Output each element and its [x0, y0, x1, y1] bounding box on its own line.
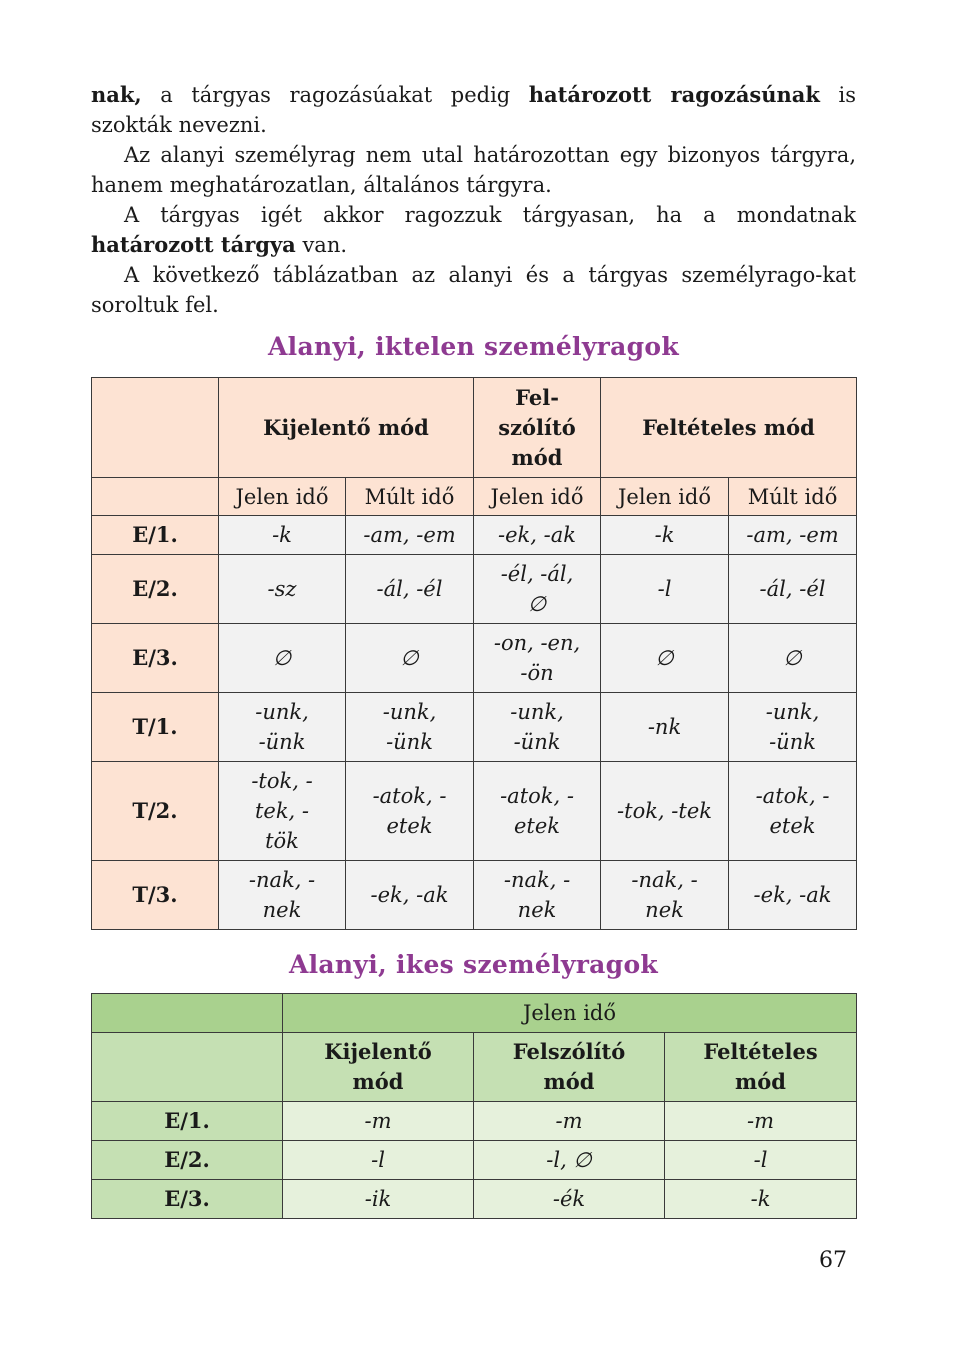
- tense-header: Jelen idő: [219, 478, 346, 516]
- table-cell: -él, -ál, ∅: [474, 555, 601, 624]
- table-cell: ∅: [346, 624, 474, 693]
- table-cell: -nak, -nek: [601, 861, 729, 930]
- page-number: 67: [819, 1248, 847, 1273]
- table-row: [92, 555, 857, 624]
- tense-header: Jelen idő: [601, 478, 729, 516]
- bold-term: nak,: [91, 82, 142, 107]
- table-cell: -nak, -nek: [219, 861, 346, 930]
- row-label: E/1.: [92, 516, 219, 555]
- table-row: [92, 762, 857, 861]
- table-cell: -ek, -ak: [729, 861, 857, 930]
- table-cell: -k: [665, 1180, 857, 1219]
- mood-header: Felszólító mód: [474, 1033, 665, 1102]
- table-cell: -atok, -etek: [729, 762, 857, 861]
- table-cell: -ek, -ak: [346, 861, 474, 930]
- paragraph-text: a tárgyas ragozásúakat pedig: [141, 83, 529, 107]
- table-corner: [92, 378, 219, 478]
- table-cell: ∅: [219, 624, 346, 693]
- row-label: T/3.: [92, 861, 219, 930]
- table2-title: Alanyi, ikes személyragok: [288, 950, 659, 979]
- row-label: T/1.: [92, 693, 219, 762]
- mood-header: Fel- szólító mód: [474, 378, 601, 478]
- row-label: E/3.: [92, 624, 219, 693]
- mood-header: Feltételes mód: [665, 1033, 857, 1102]
- table-cell: -ek, -ak: [474, 516, 601, 555]
- paragraph-4: [91, 260, 856, 320]
- paragraph-text: A tárgyas igét akkor ragozzuk tárgyasan, ha a mondatnak: [124, 203, 856, 227]
- paragraph-text: A következő táblázatban az alanyi és a tárgyas személyrago-kat soroltuk fel.: [91, 263, 856, 317]
- page-content: [91, 80, 856, 1219]
- table-row: [92, 693, 857, 762]
- row-label: E/1.: [92, 1102, 283, 1141]
- table-iktelen: [91, 377, 857, 930]
- bold-term: határozott tárgya: [91, 232, 296, 257]
- table-cell: -unk, -ünk: [219, 693, 346, 762]
- table-row: [92, 1180, 857, 1219]
- table-cell: -nk: [601, 693, 729, 762]
- paragraph-2: [91, 140, 856, 200]
- table1-title: Alanyi, iktelen személyragok: [267, 332, 680, 361]
- table-corner: [92, 994, 283, 1033]
- table-cell: -m: [665, 1102, 857, 1141]
- paragraph-3: [91, 200, 856, 260]
- table-cell: -on, -en, -ön: [474, 624, 601, 693]
- paragraph-text: Az alanyi személyrag nem utal határozottan egy bizonyos tárgyra, hanem meghatározatlan, általános tárgyra.: [91, 143, 856, 197]
- table-cell: -atok, -etek: [346, 762, 474, 861]
- tense-header: Jelen idő: [474, 478, 601, 516]
- mood-header: Kijelentő mód: [219, 378, 474, 478]
- table-cell: -am, -em: [346, 516, 474, 555]
- tense-header: Múlt idő: [346, 478, 474, 516]
- table-cell: ∅: [729, 624, 857, 693]
- table-cell: -m: [474, 1102, 665, 1141]
- table-row: [92, 1141, 857, 1180]
- table-cell: ∅: [601, 624, 729, 693]
- table-cell: -ék: [474, 1180, 665, 1219]
- table-row: [92, 516, 857, 555]
- table-cell: -ál, -él: [346, 555, 474, 624]
- table-corner: [92, 478, 219, 516]
- row-label: E/3.: [92, 1180, 283, 1219]
- tense-header: Jelen idő: [283, 994, 857, 1033]
- paragraph-text: is szokták nevezni.: [91, 83, 856, 137]
- table-cell: -k: [219, 516, 346, 555]
- table-row: [92, 624, 857, 693]
- mood-header: Kijelentő mód: [283, 1033, 474, 1102]
- table-cell: -k: [601, 516, 729, 555]
- table-cell: -l: [283, 1141, 474, 1180]
- row-label: T/2.: [92, 762, 219, 861]
- row-label: E/2.: [92, 1141, 283, 1180]
- table-cell: -tok, -tek, -tök: [219, 762, 346, 861]
- table-cell: -l, ∅: [474, 1141, 665, 1180]
- table-cell: -ál, -él: [729, 555, 857, 624]
- table-corner: [92, 1033, 283, 1102]
- paragraph-text: van.: [295, 233, 348, 257]
- table-cell: -unk, -ünk: [474, 693, 601, 762]
- row-label: E/2.: [92, 555, 219, 624]
- mood-header: Feltételes mód: [601, 378, 857, 478]
- table-cell: -l: [665, 1141, 857, 1180]
- table-cell: -am, -em: [729, 516, 857, 555]
- bold-term: határozott ragozásúnak: [528, 82, 820, 107]
- table-cell: -m: [283, 1102, 474, 1141]
- table-row: [92, 1102, 857, 1141]
- table-cell: -l: [601, 555, 729, 624]
- tense-header: Múlt idő: [729, 478, 857, 516]
- table-cell: -nak, -nek: [474, 861, 601, 930]
- paragraph-1: [91, 80, 856, 140]
- table-cell: -tok, -tek: [601, 762, 729, 861]
- table-cell: -sz: [219, 555, 346, 624]
- table-cell: -atok, -etek: [474, 762, 601, 861]
- table-ikes: [91, 993, 857, 1219]
- table-row: [92, 861, 857, 930]
- table-cell: -ik: [283, 1180, 474, 1219]
- table-cell: -unk, -ünk: [346, 693, 474, 762]
- table-cell: -unk, -ünk: [729, 693, 857, 762]
